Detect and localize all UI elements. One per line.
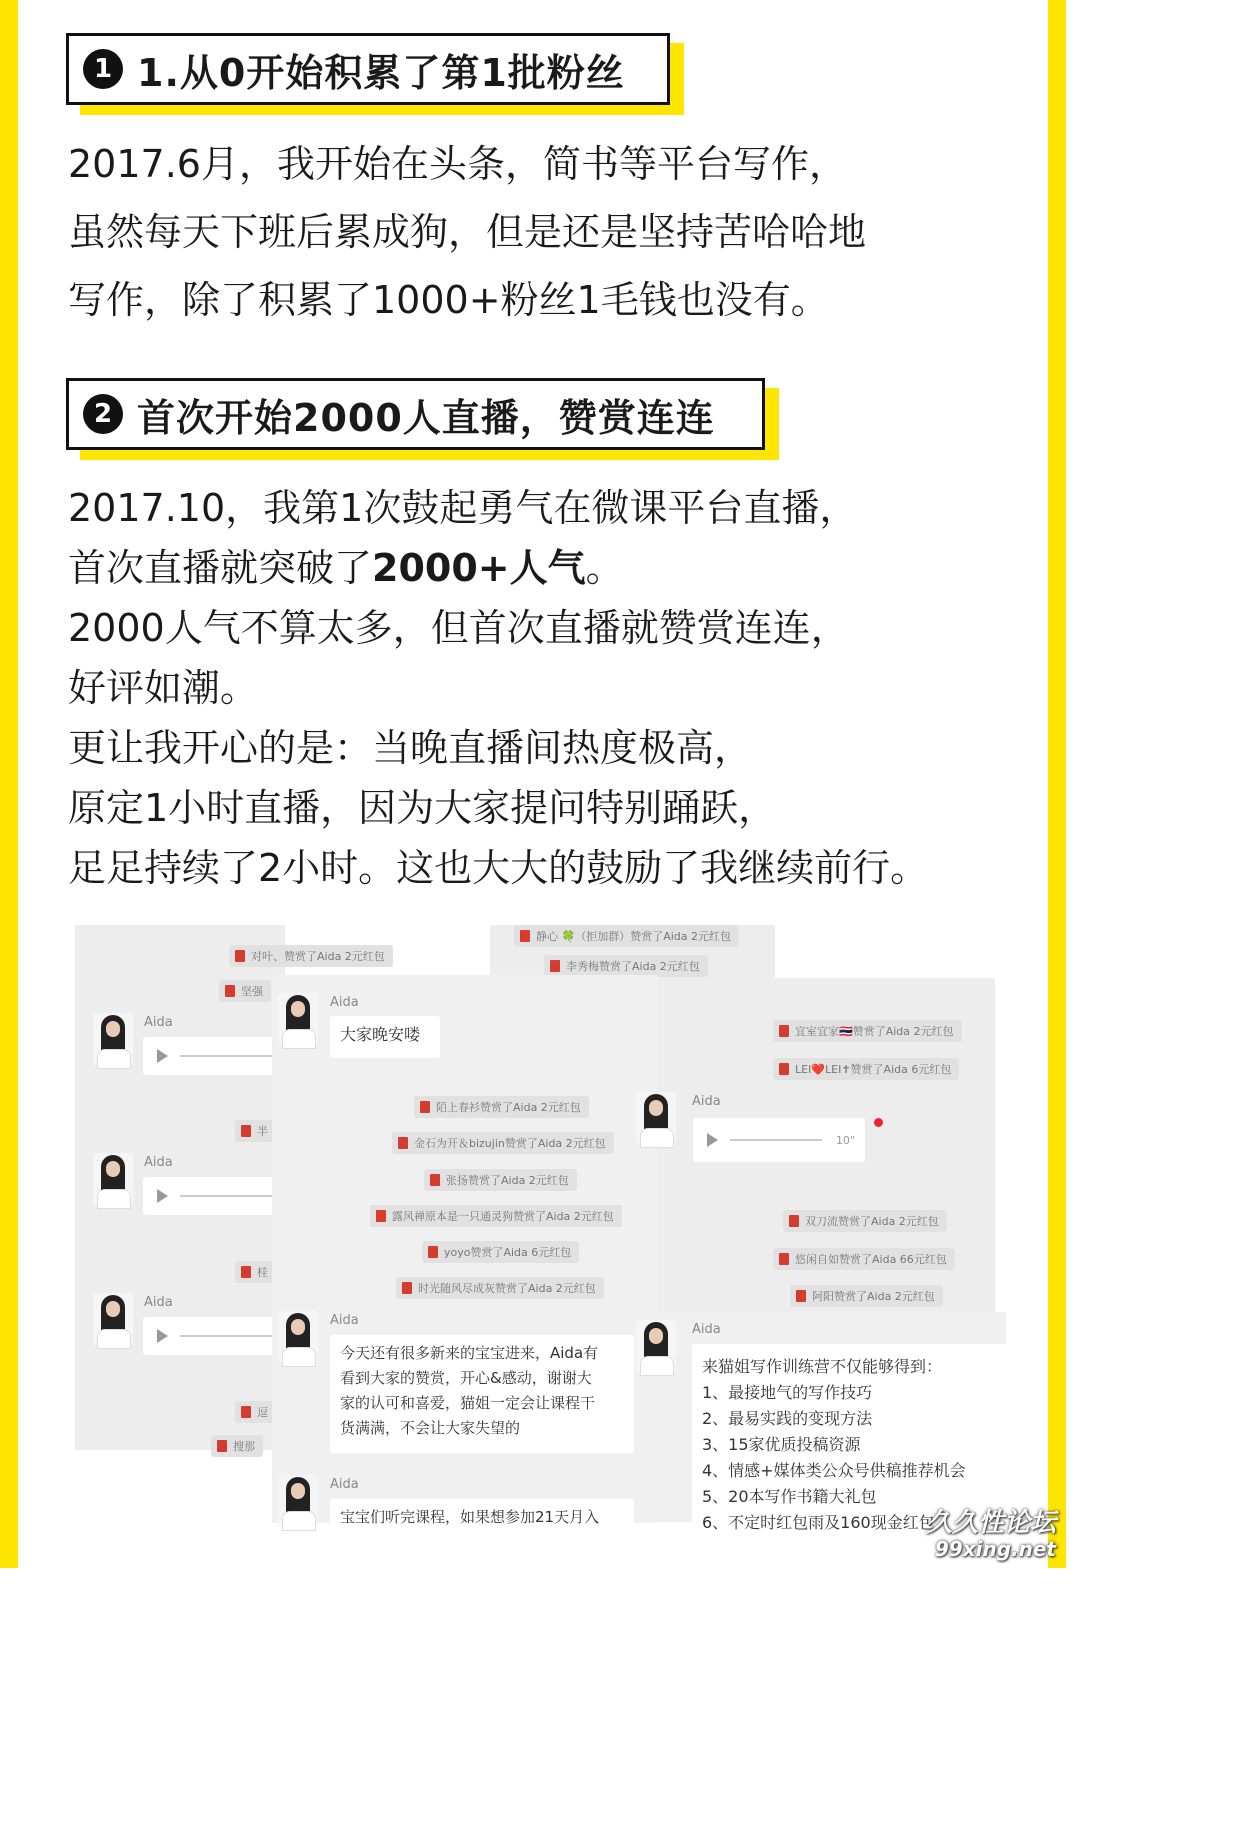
red-packet-icon: [550, 960, 560, 972]
avatar: [636, 1320, 676, 1372]
reward-notice: 金石为开＆bizujin赞赏了Aida 2元红包: [392, 1132, 614, 1154]
red-packet-icon: [241, 1125, 251, 1137]
avatar: [93, 1013, 133, 1065]
reward-notice: 悠闲自如赞赏了Aida 66元红包: [773, 1248, 955, 1270]
red-packet-icon: [430, 1174, 440, 1186]
body-line: 更让我开心的是：当晚直播间热度极高，: [68, 726, 753, 770]
greeting-message: 大家晚安喽: [330, 1016, 440, 1058]
voice-message[interactable]: 10": [693, 1118, 865, 1162]
reward-notice: 李秀梅赞赏了Aida 2元红包: [544, 955, 708, 977]
avatar: [278, 1311, 318, 1363]
reward-notice: 阿阳赞赏了Aida 2元红包: [790, 1285, 943, 1307]
body-line: 2017.6月，我开始在头条，简书等平台写作，: [68, 142, 847, 186]
red-packet-icon: [235, 950, 245, 962]
chat-panel-center: [272, 975, 657, 1526]
red-packet-icon: [420, 1101, 430, 1113]
voice-message[interactable]: [143, 1037, 293, 1075]
reward-notice: 宜室宜家🇹🇭赞赏了Aida 2元红包: [773, 1020, 962, 1042]
red-packet-icon: [241, 1406, 251, 1418]
play-icon: [157, 1189, 168, 1203]
red-packet-icon: [520, 930, 530, 942]
avatar: [93, 1153, 133, 1205]
reward-notice: 张扬赞赏了Aida 2元红包: [424, 1169, 577, 1191]
red-packet-icon: [225, 985, 235, 997]
sender-name: Aida: [144, 1295, 173, 1310]
red-packet-icon: [789, 1215, 799, 1227]
site-watermark: 久久性论坛 99xing.net: [925, 1508, 1056, 1561]
avatar: [278, 1475, 318, 1527]
sender-name: Aida: [692, 1322, 721, 1337]
section-1-heading: [66, 33, 670, 105]
chat-panel-top: [490, 925, 775, 981]
cut-message: 宝宝们听完课程，如果想参加21天月入: [330, 1499, 634, 1539]
sender-name: Aida: [144, 1015, 173, 1030]
section-number-badge: 2: [83, 394, 123, 434]
red-packet-icon: [779, 1025, 789, 1037]
reward-notice: LEI❤️LEI✝赞赏了Aida 6元红包: [773, 1058, 959, 1080]
reward-notice: 搜那: [211, 1435, 263, 1457]
body-line: 原定1小时直播，因为大家提问特别踊跃，: [68, 786, 777, 830]
reward-notice: 时光随风尽成灰赞赏了Aida 2元红包: [396, 1277, 604, 1299]
body-line: 2017.10，我第1次鼓起勇气在微课平台直播，: [68, 486, 858, 530]
avatar: [93, 1293, 133, 1345]
highlight-popularity: 2000+人气: [372, 546, 586, 590]
body-line: 好评如潮。: [68, 666, 259, 710]
reward-notice: 双刀流赞赏了Aida 2元红包: [783, 1210, 947, 1232]
reward-notice: 静心 🍀（拒加群）赞赏了Aida 2元红包: [514, 925, 739, 947]
play-icon: [157, 1049, 168, 1063]
right-yellow-border: [1048, 0, 1066, 1568]
play-icon: [707, 1133, 718, 1147]
sender-name: Aida: [144, 1155, 173, 1170]
body-line: 2000人气不算太多，但首次直播就赞赏连连，: [68, 606, 849, 650]
play-icon: [157, 1329, 168, 1343]
chat-panel-camp: [634, 1312, 1006, 1532]
red-packet-icon: [779, 1063, 789, 1075]
section-1-title: 1.从0开始积累了第1批粉丝: [137, 50, 625, 95]
unread-dot: [874, 1118, 883, 1127]
sender-name: Aida: [330, 1477, 359, 1492]
red-packet-icon: [796, 1290, 806, 1302]
section-2-heading: [66, 378, 765, 450]
red-packet-icon: [428, 1246, 438, 1258]
reward-notice: 逗: [235, 1401, 276, 1423]
camp-message: 来猫姐写作训练营不仅能够得到： 1、最接地气的写作技巧 2、最易实践的变现方法 3、15家优质投稿资源 4、情感+媒体类公众号供稿推荐机会 5、20本写作书籍大礼包 6、不定时红包雨及160现金红包: [692, 1344, 1022, 1544]
section-1-body: [68, 134, 866, 330]
sender-name: Aida: [692, 1094, 721, 1109]
body-line: 虽然每天下班后累成狗，但是还是坚持苦哈哈地: [68, 210, 867, 254]
sender-name: Aida: [330, 995, 359, 1010]
section-number-badge: 1: [83, 49, 123, 89]
sender-name: Aida: [330, 1313, 359, 1328]
avatar: [636, 1092, 676, 1144]
reward-notice: yoyo赞赏了Aida 6元红包: [422, 1241, 579, 1263]
red-packet-icon: [376, 1210, 386, 1222]
reward-notice: 对叶、赞赏了Aida 2元红包: [229, 945, 393, 967]
reward-notice: 陌上春衫赞赏了Aida 2元红包: [414, 1096, 589, 1118]
red-packet-icon: [402, 1282, 412, 1294]
voice-message[interactable]: [143, 1177, 293, 1215]
body-line: 足足持续了2小时。这也大大的鼓励了我继续前行。: [68, 846, 929, 890]
reward-notice: 坚强: [219, 980, 271, 1002]
chat-panel-right: [640, 978, 995, 1350]
body-line: 写作，除了积累了1000+粉丝1毛钱也没有。: [68, 278, 829, 322]
section-2-body: [68, 478, 928, 898]
reward-notice: 半: [235, 1120, 276, 1142]
red-packet-icon: [779, 1253, 789, 1265]
thanks-message: 今天还有很多新来的宝宝进来，Aida有 看到大家的赞赏，开心&感动，谢谢大 家的认可和喜爱，猫姐一定会让课程干 货满满，不会让大家失望的: [330, 1335, 634, 1453]
red-packet-icon: [398, 1137, 408, 1149]
avatar: [278, 993, 318, 1045]
red-packet-icon: [241, 1266, 251, 1278]
voice-message[interactable]: [143, 1317, 293, 1355]
reward-notice: 露风禅原本是一只通灵狗赞赏了Aida 2元红包: [370, 1205, 622, 1227]
section-2-title: 首次开始2000人直播，赞赏连连: [137, 395, 715, 440]
red-packet-icon: [217, 1440, 227, 1452]
reward-notice: 桂: [235, 1261, 276, 1283]
body-line: 首次直播就突破了2000+人气。: [68, 546, 624, 590]
left-yellow-border: [0, 0, 18, 1568]
